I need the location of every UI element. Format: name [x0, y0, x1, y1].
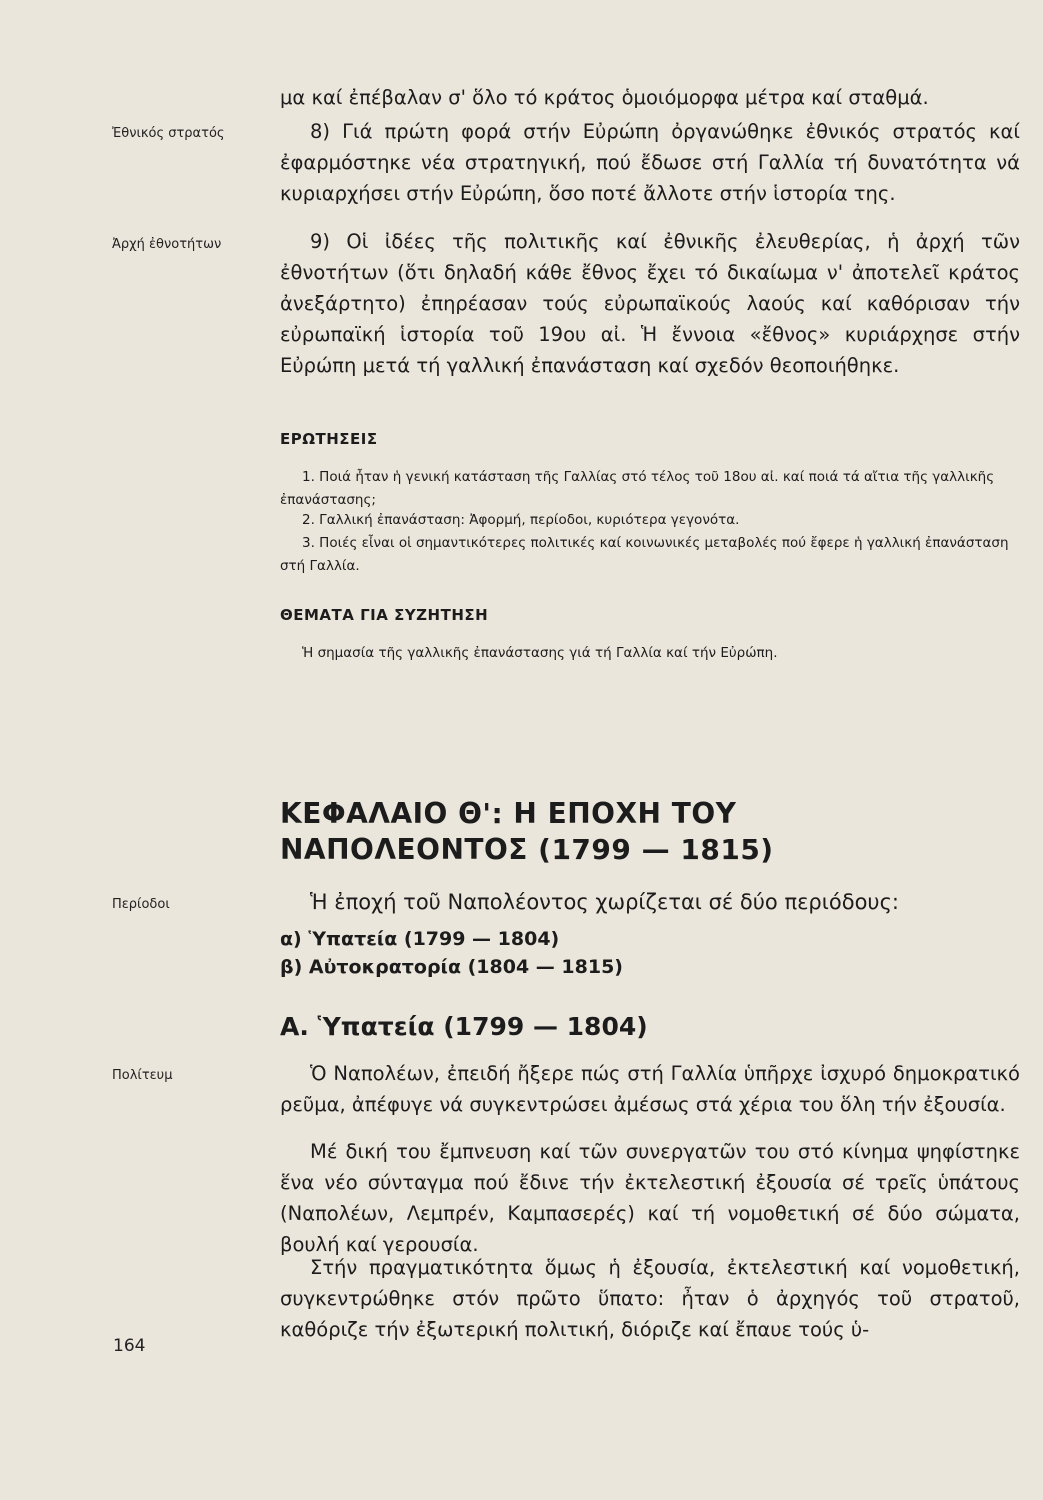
margin-note-national-army: Ἐθνικός στρατός: [112, 126, 225, 141]
section-a-paragraph-1: Ὁ Ναπολέων, ἐπειδή ἤξερε πώς στή Γαλλία ὑπῆρχε ἰσχυρό δημοκρατικό ρεῦμα, ἀπέφυγε νά συγκεντρώσει ἀμέσως στά χέρια του ὅλη τήν ἐξουσία.: [280, 1062, 1020, 1116]
questions-heading: ΕΡΩΤΗΣΕΙΣ: [280, 430, 378, 448]
section-a-paragraph-2: Μέ δική του ἔμπνευση καί τῶν συνεργατῶν του στό κίνημα ψηφίστηκε ἕνα νέο σύνταγμα πού ἔδινε τήν ἐκτελεστική ἐξουσία σέ τρεῖς ὑπάτους (Ναπολέων, Λεμπρέν, Καμπασερές) καί τή νομοθετική σέ δύο σώματα, βουλή καί γερουσία.: [280, 1140, 1020, 1256]
section-a-title: Α. Ὑπατεία (1799 — 1804): [280, 1012, 648, 1041]
question-2: 2. Γαλλική ἐπανάσταση: Ἀφορμή, περίοδοι, κυριότερα γεγονότα.: [302, 512, 740, 528]
page-number: 164: [113, 1336, 146, 1356]
chapter-title: [280, 796, 980, 868]
chapter-title-line-1: ΚΕΦΑΛΑΙΟ Θ': Η ΕΠΟΧΗ ΤΟΥ: [280, 797, 737, 830]
paragraph-8: 8) Γιά πρώτη φορά στήν Εὐρώπη ὀργανώθηκε ἐθνικός στρατός καί ἐφαρμόστηκε νέα στρατηγική, πού ἔδωσε στή Γαλλία τή δυνατότητα νά κυριαρχήσει στήν Εὐρώπη, ὅσο ποτέ ἄλλοτε στήν ἱστορία της.: [280, 120, 1020, 205]
period-a: α) Ὑπατεία (1799 — 1804): [280, 928, 560, 950]
margin-note-nationality-principle: Ἀρχή ἐθνοτήτων: [112, 237, 222, 252]
margin-note-periods: Περίοδοι: [112, 897, 170, 912]
discussion-item: Ἡ σημασία τῆς γαλλικῆς ἐπανάστασης γιά τή Γαλλία καί τήν Εὐρώπη.: [302, 645, 778, 661]
paragraph-9: 9) Οἱ ἰδέες τῆς πολιτικῆς καί ἐθνικῆς ἐλευθερίας, ἡ ἀρχή τῶν ἐθνοτήτων (ὅτι δηλαδή κάθε ἔθνος ἔχει τό δικαίωμα ν' ἀποτελεῖ κράτος ἀνεξάρτητο) ἐπηρέασαν τούς εὐρωπαϊκούς λαούς καί καθόρισαν τήν εὐρωπαϊκή ἱστορία τοῦ 19ου αἰ. Ἡ ἔννοια «ἔθνος» κυριάρχησε στήν Εὐρώπη μετά τή γαλλική ἐπανάσταση καί σχεδόν θεοποιήθηκε.: [280, 230, 1020, 377]
question-1: 1. Ποιά ἦταν ἡ γενική κατάσταση τῆς Γαλλίας στό τέλος τοῦ 18ου αἰ. καί ποιά τά αἴτια τῆς γαλλικῆς ἐπανάστασης;: [280, 469, 995, 508]
question-3: 3. Ποιές εἶναι οἱ σημαντικότερες πολιτικές καί κοινωνικές μεταβολές πού ἔφερε ἡ γαλλική ἐπανάσταση στή Γαλλία.: [280, 535, 1009, 574]
continued-line: μα καί ἐπέβαλαν σ' ὅλο τό κράτος ὁμοιόμορφα μέτρα καί σταθμά.: [280, 86, 929, 109]
chapter-title-line-2: ΝΑΠΟΛΕΟΝΤΟΣ (1799 — 1815): [280, 833, 774, 866]
chapter-intro: Ἡ ἐποχή τοῦ Ναπολέοντος χωρίζεται σέ δύο περιόδους:: [310, 890, 899, 914]
margin-note-polity: Πολίτευμ: [112, 1068, 173, 1083]
section-a-paragraph-3: Στήν πραγματικότητα ὅμως ἡ ἐξουσία, ἐκτελεστική καί νομοθετική, συγκεντρώθηκε στόν πρῶτο ὕπατο: ἦταν ὁ ἀρχηγός τοῦ στρατοῦ, καθόριζε τήν ἐξωτερική πολιτική, διόριζε καί ἔπαυε τούς ὑ-: [280, 1256, 1020, 1341]
discussion-heading: ΘΕΜΑΤΑ ΓΙΑ ΣΥΖΗΤΗΣΗ: [280, 606, 489, 624]
period-b: β) Αὐτοκρατορία (1804 — 1815): [280, 956, 623, 978]
